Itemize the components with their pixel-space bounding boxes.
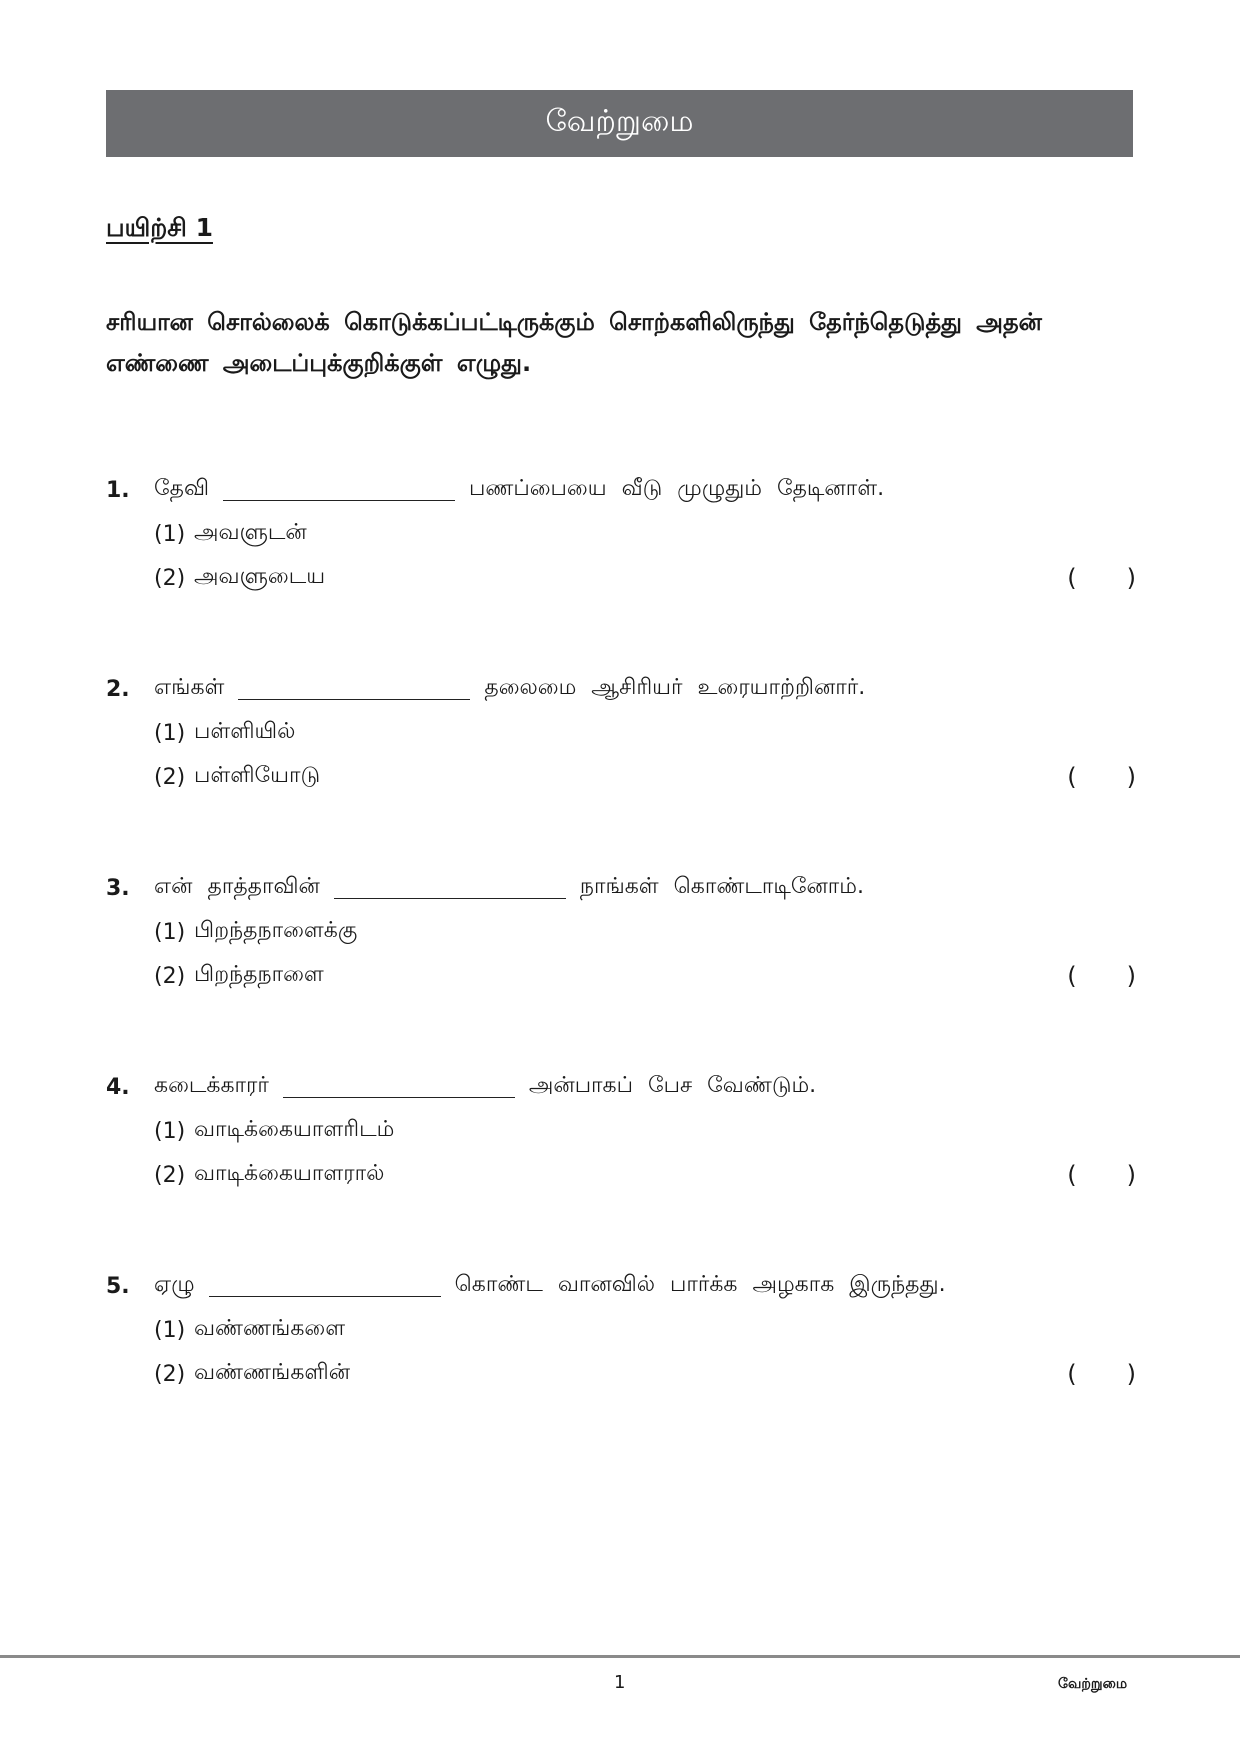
answer-box-close: ) [1126, 763, 1136, 791]
question-item [106, 866, 1136, 998]
option-text: அவளுடைய [194, 564, 326, 589]
option-label: (1) [154, 720, 186, 746]
option-label: (1) [154, 1118, 186, 1144]
option-label: (1) [154, 919, 186, 945]
question-item [106, 1264, 1136, 1396]
question-stem [106, 1065, 1136, 1109]
option-item [106, 755, 1136, 799]
answer-box[interactable] [1067, 556, 1136, 600]
option-text: பிறந்தநாளைக்கு [194, 918, 358, 943]
option-text: பள்ளியோடு [194, 763, 321, 788]
question-text-before: தேவி [154, 476, 209, 501]
question-stem [106, 468, 1136, 512]
option-item [106, 556, 1136, 600]
option-item [106, 1153, 1136, 1197]
question-stem [106, 667, 1136, 711]
option-label: (2) [154, 1361, 186, 1387]
answer-box-open: ( [1067, 763, 1077, 791]
question-number: 4. [106, 1074, 130, 1100]
question-number: 2. [106, 676, 130, 702]
question-text-before: என் தாத்தாவின் [154, 874, 320, 899]
question-text-after: கொண்ட வானவில் பார்க்க அழகாக இருந்தது. [454, 1272, 946, 1297]
question-text-before: கடைக்காரர் [154, 1073, 269, 1098]
option-label: (2) [154, 1162, 186, 1188]
answer-box-open: ( [1067, 962, 1077, 990]
page-number: 1 [614, 1672, 626, 1693]
question-text-before: ஏழு [154, 1272, 195, 1297]
option-item [106, 512, 1136, 556]
question-item [106, 667, 1136, 799]
option-label: (2) [154, 764, 186, 790]
question-item [106, 1065, 1136, 1197]
question-item [106, 468, 1136, 600]
answer-box-close: ) [1126, 1360, 1136, 1388]
option-label: (2) [154, 565, 186, 591]
answer-blank[interactable] [334, 878, 566, 899]
answer-blank[interactable] [283, 1077, 515, 1098]
option-label: (1) [154, 1317, 186, 1343]
question-stem [106, 1264, 1136, 1308]
question-text-after: அன்பாகப் பேச வேண்டும். [528, 1073, 817, 1098]
answer-blank[interactable] [238, 679, 470, 700]
question-stem [106, 866, 1136, 910]
footer-divider [0, 1655, 1240, 1658]
answer-box-open: ( [1067, 1161, 1077, 1189]
instruction-text: சரியான சொல்லைக் கொடுக்கப்பட்டிருக்கும் சொற்களிலிருந்து தேர்ந்தெடுத்து அதன் எண்ணை அடைப்புக்குறிக்குள் எழுது. [106, 308, 1042, 377]
option-text: அவளுடன் [194, 520, 307, 545]
answer-box[interactable] [1067, 1352, 1136, 1396]
option-item [106, 1352, 1136, 1396]
question-text-before: எங்கள் [154, 675, 225, 700]
answer-box-open: ( [1067, 1360, 1077, 1388]
option-text: வண்ணங்களை [194, 1316, 346, 1341]
question-number: 3. [106, 875, 130, 901]
option-text: பள்ளியில் [194, 719, 296, 744]
answer-blank[interactable] [223, 480, 455, 501]
chapter-title: வேற்றுமை [545, 104, 694, 139]
answer-box-close: ) [1126, 962, 1136, 990]
option-label: (1) [154, 521, 186, 547]
footer-title: வேற்றுமை [1058, 1676, 1128, 1692]
question-text-after: நாங்கள் கொண்டாடினோம். [579, 874, 864, 899]
option-item [106, 711, 1136, 755]
option-text: வாடிக்கையாளரிடம் [194, 1117, 395, 1142]
answer-box[interactable] [1067, 954, 1136, 998]
option-text: வண்ணங்களின் [194, 1360, 351, 1385]
option-item [106, 954, 1136, 998]
answer-box-close: ) [1126, 1161, 1136, 1189]
question-number: 1. [106, 477, 130, 503]
exercise-title: பயிற்சி 1 [106, 213, 213, 242]
question-text-after: பணப்பையை வீடு முழுதும் தேடினாள். [468, 476, 885, 501]
answer-box[interactable] [1067, 1153, 1136, 1197]
option-text: வாடிக்கையாளரால் [194, 1161, 385, 1186]
question-number: 5. [106, 1273, 130, 1299]
question-text-after: தலைமை ஆசிரியர் உரையாற்றினார். [484, 675, 866, 700]
answer-box-open: ( [1067, 564, 1077, 592]
answer-blank[interactable] [209, 1276, 441, 1297]
option-text: பிறந்தநாளை [194, 962, 324, 987]
answer-box[interactable] [1067, 755, 1136, 799]
option-item [106, 1308, 1136, 1352]
option-item [106, 910, 1136, 954]
answer-box-close: ) [1126, 564, 1136, 592]
option-label: (2) [154, 963, 186, 989]
chapter-title-banner [106, 90, 1133, 157]
option-item [106, 1109, 1136, 1153]
